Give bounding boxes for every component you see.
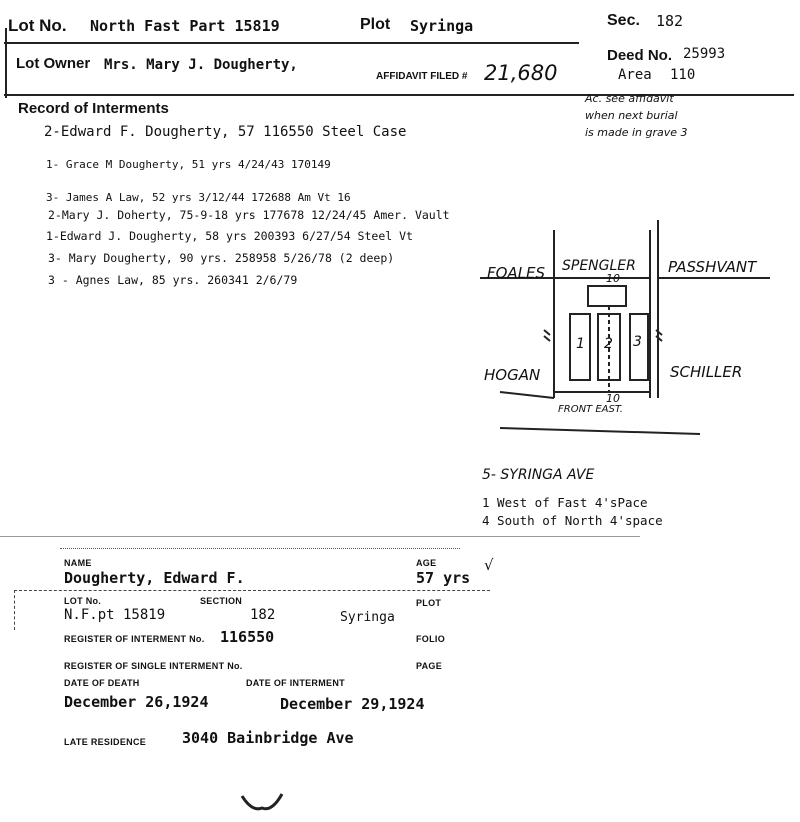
name-label: NAME — [64, 558, 92, 568]
lot-no-label: LOT No. — [64, 596, 102, 606]
plot-value-2: Syringa — [340, 610, 395, 625]
single-register-label: REGISTER OF SINGLE INTERMENT No. — [64, 661, 243, 671]
diagram-front-east: FRONT EAST. — [558, 404, 623, 415]
interment-row: 1- Grace M Dougherty, 51 yrs 4/24/43 170149 — [46, 158, 331, 171]
area-label: Area — [618, 67, 652, 83]
tick-mark — [544, 330, 550, 335]
grave-box-top — [588, 286, 626, 306]
deed-label: Deed No. — [607, 47, 673, 64]
bottom-ink-mark — [238, 790, 286, 816]
diagram-front-line — [500, 428, 700, 434]
diagram-north-dim: 10 — [606, 272, 620, 285]
interment-row: 3- Mary Dougherty, 90 yrs. 258958 5/26/78 (2 deep) — [48, 251, 395, 265]
sec-label: Sec. — [607, 12, 640, 29]
sec-value: 182 — [656, 12, 684, 30]
grave-number: 3 — [633, 334, 642, 350]
name-row-dash — [14, 590, 490, 591]
residence-label: LATE RESIDENCE — [64, 737, 147, 747]
section-value: 182 — [250, 607, 276, 623]
plot-value: Syringa — [410, 17, 474, 35]
section-rule — [4, 94, 794, 96]
diagram-hogan: HOGAN — [484, 366, 541, 384]
residence-value: 3040 Bainbridge Ave — [182, 729, 354, 747]
register-label: REGISTER OF INTERMENT No. — [64, 634, 205, 644]
owner-label: Lot Owner — [16, 55, 91, 72]
deed-value: 25993 — [683, 46, 726, 62]
interment-row: 2-Mary J. Doherty, 75-9-18 yrs 177678 12/24/45 Amer. Vault — [48, 208, 450, 222]
age-check-mark: √ — [484, 556, 494, 574]
card2-left-border — [14, 590, 15, 630]
affidavit-label: AFFIDAVIT FILED # — [376, 71, 468, 82]
plot-label-2: PLOT — [416, 598, 442, 608]
interment-row: 1-Edward J. Dougherty, 58 yrs 200393 6/27/54 Steel Vt — [46, 229, 413, 243]
location-line-1: 1 West of Fast 4'sPace — [482, 495, 648, 510]
diagram-front-slant — [500, 392, 554, 398]
grave-number: 1 — [576, 336, 585, 352]
register-value: 116550 — [220, 628, 275, 646]
lot-label: Lot No. — [8, 16, 67, 35]
diagram-spengler: SPENGLER — [562, 258, 636, 274]
age-value: 57 yrs — [416, 569, 471, 587]
interment-date-value: December 29,1924 — [280, 695, 425, 713]
diagram-south-dim: 10 — [606, 392, 620, 405]
location-line-2: 4 South of North 4'space — [482, 513, 663, 528]
grave-number: 2 — [604, 336, 613, 352]
card2-top-dash — [60, 548, 460, 549]
handwritten-note-line-1: Ac. see affidavit — [585, 92, 674, 105]
card-separator — [0, 536, 640, 537]
interment-row: 2-Edward F. Dougherty, 57 116550 Steel Case — [44, 124, 407, 140]
page-label: PAGE — [416, 661, 443, 671]
lot-no-value: N.F.pt 15819 — [64, 607, 166, 623]
owner-value: Mrs. Mary J. Dougherty, — [104, 57, 298, 73]
interment-row: 3- James A Law, 52 yrs 3/12/44 172688 Am Vt 16 — [46, 191, 351, 204]
lot-diagram — [480, 220, 780, 440]
name-value: Dougherty, Edward F. — [64, 569, 245, 587]
tick-mark — [544, 336, 550, 341]
interment-row: 3 - Agnes Law, 85 yrs. 260341 2/6/79 — [48, 273, 298, 287]
diagram-foales: FOALES — [487, 264, 546, 282]
section-label: SECTION — [200, 596, 243, 606]
plot-label: Plot — [360, 16, 391, 33]
interment-date-label: DATE OF INTERMENT — [246, 678, 345, 688]
folio-label: FOLIO — [416, 634, 445, 644]
death-value: December 26,1924 — [64, 693, 209, 711]
avenue-note: 5- SYRINGA AVE — [482, 467, 595, 483]
area-value: 110 — [670, 67, 696, 83]
diagram-schiller: SCHILLER — [670, 363, 743, 381]
handwritten-note-line-3: is made in grave 3 — [585, 126, 688, 139]
header-rule — [4, 42, 579, 44]
diagram-passhvant: PASSHVANT — [668, 258, 757, 276]
death-label: DATE OF DEATH — [64, 678, 140, 688]
handwritten-note-line-2: when next burial — [585, 109, 678, 122]
affidavit-number: 21,680 — [484, 61, 558, 85]
lot-value: North Fast Part 15819 — [90, 17, 280, 35]
left-border — [5, 28, 7, 98]
record-title: Record of Interments — [18, 100, 169, 117]
age-label: AGE — [416, 558, 437, 568]
